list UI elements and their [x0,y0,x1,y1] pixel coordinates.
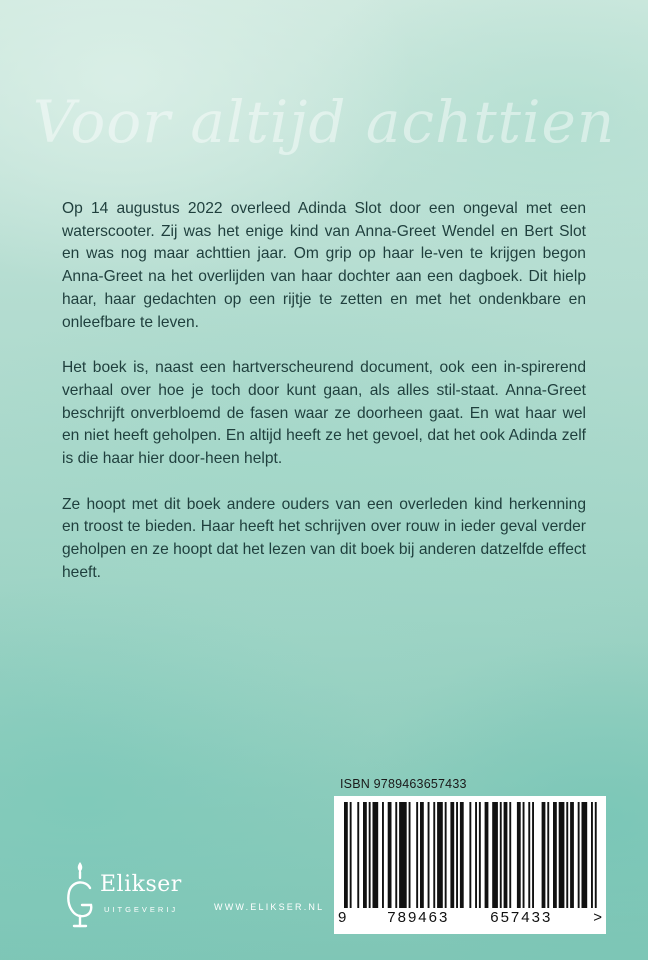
blurb-paragraph-3: Ze hoopt met dit boek andere ouders van een overleden kind herkenning en troost te bieden. Haar heeft het schrijven over rouw in ieder geval verder geholpen en ze hoopt dat het lezen van dit boek bij anderen datzelfde effect heeft. [62,495,586,581]
barcode [334,796,606,934]
barcode-digit-first: 9 [338,909,347,926]
barcode-bar [395,802,397,908]
barcode-bar [420,802,424,908]
barcode-bar [445,802,447,908]
isbn-label: ISBN 9789463657433 [340,777,467,791]
publisher-subtitle: UITGEVERIJ [104,905,179,914]
barcode-bar [553,802,557,908]
barcode-bar [460,802,464,908]
barcode-bar [570,802,574,908]
barcode-bar [566,802,568,908]
barcode-bar [559,802,565,908]
barcode-bar [382,802,384,908]
publisher-name: Elikser [100,872,182,897]
barcode-bar [469,802,471,908]
barcode-end-marker: > [593,909,602,926]
barcode-bar [528,802,530,908]
barcode-bar [363,802,367,908]
barcode-bar [479,802,481,908]
barcode-bar [344,802,348,908]
barcode-digit-group-2: 657433 [490,909,553,926]
barcode-bar [523,802,525,908]
barcode-bar [433,802,435,908]
barcode-bar [504,802,508,908]
barcode-bar [350,802,352,908]
barcode-bar [532,802,534,908]
cover-title: Voor altijd achttien [32,88,616,156]
barcode-bar [595,802,597,908]
barcode-bar [492,802,498,908]
barcode-bar [450,802,454,908]
barcode-bar [428,802,430,908]
barcode-bar [517,802,521,908]
barcode-bar [369,802,371,908]
barcode-bar [509,802,511,908]
publisher-website: WWW.ELIKSER.NL [214,902,325,912]
barcode-bar [485,802,489,908]
blurb-paragraph-1: Op 14 augustus 2022 overleed Adinda Slot door een ongeval met een waterscooter. Zij was het enige kind van Anna-Greet Wendel en Bert Slot en was nog maar achttien jaar. Om grip op haar le-ven te krijgen begon Anna-Greet na het overlijden van haar dochter aan een dagboek. Dit hielp haar, haar gedachten op een rijtje te zetten en met het ondenkbare en onleefbare te leven. [62,200,586,331]
barcode-bar [373,802,379,908]
barcode-bar [578,802,580,908]
barcode-bar [582,802,588,908]
barcode-bar [542,802,546,908]
barcode-digits [338,909,602,926]
barcode-bar [409,802,411,908]
barcode-bars-icon [340,802,600,908]
barcode-bar [388,802,392,908]
barcode-bar [437,802,443,908]
blurb-paragraph-2: Het boek is, naast een hartverscheurend document, ook een in-spirerend verhaal over hoe je toch door kunt gaan, als alles stil-staat. Anna-Greet beschrijft onverbloemd de fasen waar ze doorheen gaat. En wat haar wel en niet heeft geholpen. En altijd heeft ze het gevoel, dat het ook Adinda zelf is die haar hier door-heen helpt. [62,359,586,468]
barcode-bar [500,802,502,908]
barcode-bar [547,802,549,908]
barcode-bar [357,802,359,908]
barcode-bar [416,802,418,908]
barcode-bar [475,802,477,908]
publisher-logo [60,858,210,928]
barcode-bar [591,802,593,908]
barcode-bar [456,802,458,908]
blurb [62,198,586,608]
barcode-bar [399,802,407,908]
elikser-logo-icon [60,858,100,930]
barcode-digit-group-1: 789463 [387,909,450,926]
